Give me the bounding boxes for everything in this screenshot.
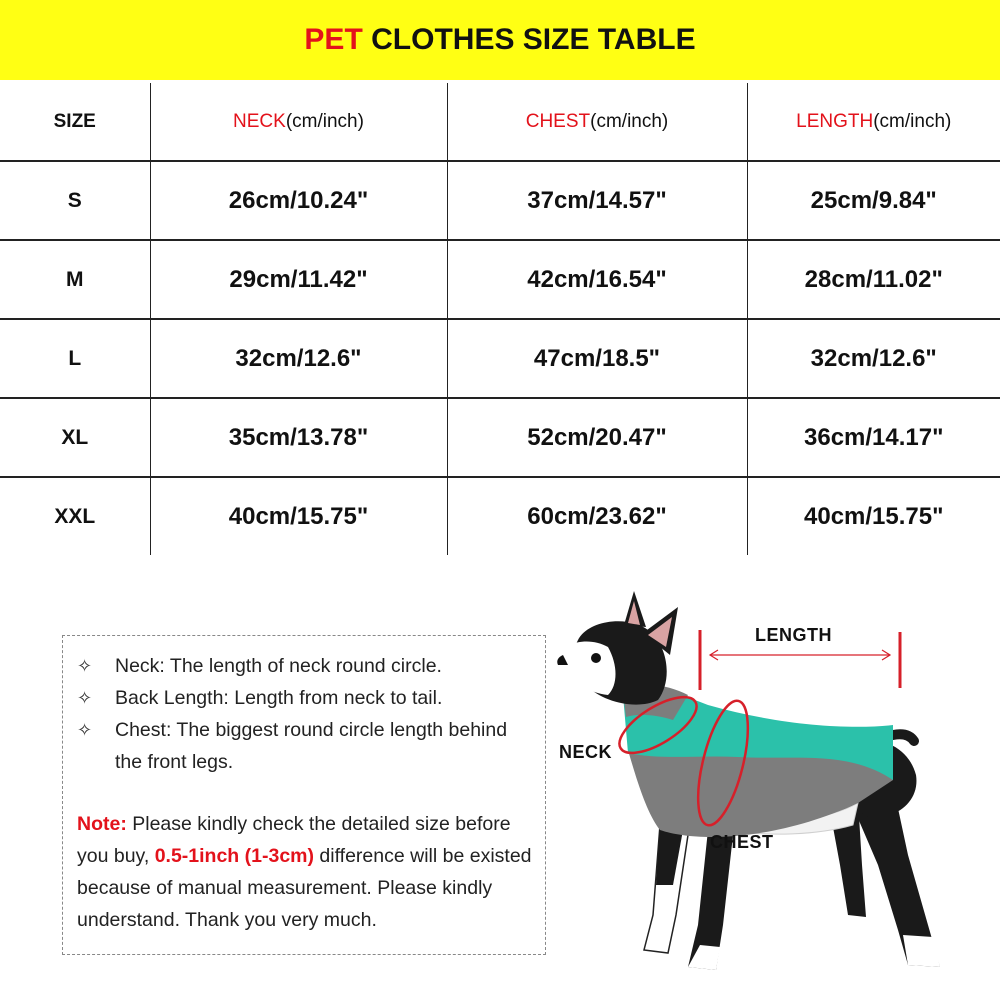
chest-cell: 37cm/14.57" [447, 161, 747, 240]
note-highlight: 0.5-1inch (1-3cm) [154, 845, 314, 867]
neck-cell: 40cm/15.75" [150, 477, 447, 555]
size-cell: XL [0, 398, 150, 477]
neck-cell: 35cm/13.78" [150, 398, 447, 477]
list-item [77, 650, 533, 682]
table-header-row [0, 83, 1000, 161]
neck-cell: 26cm/10.24" [150, 161, 447, 240]
note-text-1: Please kindly check the detailed size before you buy, [77, 813, 511, 867]
note-item-length: Back Length: Length from neck to tail. [115, 687, 443, 709]
length-cell: 32cm/12.6" [747, 319, 1000, 398]
size-cell: XXL [0, 477, 150, 555]
neck-label: NECK [559, 742, 613, 762]
table-row [0, 477, 1000, 555]
table-row [0, 161, 1000, 240]
title-red-word: PET [304, 23, 363, 56]
header-length: LENGTH(cm/inch) [747, 83, 1000, 161]
length-cell: 40cm/15.75" [804, 502, 944, 530]
list-item [77, 682, 533, 714]
note-text-2: difference will be existed because of manual measurement. Please kindly understand. Thank you very much. [77, 845, 532, 931]
length-cell: 28cm/11.02" [747, 240, 1000, 319]
table-row [0, 240, 1000, 319]
size-note [77, 808, 533, 936]
size-cell: M [0, 240, 150, 319]
chest-cell: 60cm/23.62" [447, 477, 747, 555]
list-item [77, 714, 533, 778]
header-size: SIZE [0, 83, 150, 161]
size-cell: S [0, 161, 150, 240]
dog-measurement-figure [548, 585, 1000, 1000]
note-item-neck: Neck: The length of neck round circle. [115, 655, 442, 677]
length-cell: 25cm/9.84" [747, 161, 1000, 240]
table-row [0, 319, 1000, 398]
four-point-star-icon: ✧ [77, 688, 93, 708]
title-banner [0, 0, 1000, 80]
note-label: Note: [77, 813, 127, 835]
neck-cell: 29cm/11.42" [150, 240, 447, 319]
note-item-chest: Chest: The biggest round circle length behind the front legs. [115, 719, 508, 773]
header-chest: CHEST(cm/inch) [447, 83, 747, 161]
four-point-star-icon: ✧ [77, 720, 93, 740]
chest-cell: 47cm/18.5" [447, 319, 747, 398]
length-cell: 36cm/14.17" [747, 398, 1000, 477]
dog-illustration [548, 585, 1000, 1000]
header-neck: NECK(cm/inch) [150, 83, 447, 161]
size-table [0, 83, 1000, 555]
table-row [0, 398, 1000, 477]
length-label: LENGTH [755, 625, 832, 645]
measurement-notes [62, 635, 546, 955]
chest-cell: 42cm/16.54" [447, 240, 747, 319]
chest-label: CHEST [710, 832, 774, 852]
four-point-star-icon: ✧ [77, 656, 93, 676]
size-cell: L [0, 319, 150, 398]
chest-cell: 52cm/20.47" [447, 398, 747, 477]
title-rest: CLOTHES SIZE TABLE [371, 23, 696, 56]
neck-cell: 32cm/12.6" [150, 319, 447, 398]
